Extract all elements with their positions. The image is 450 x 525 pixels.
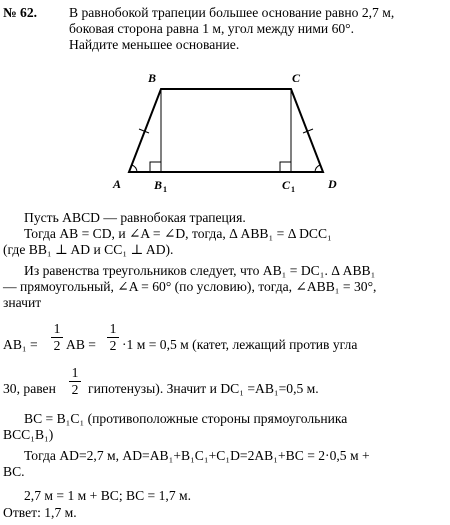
fraction-denominator: 2 (71, 382, 79, 397)
solution-line-3: (где BB₁ ⊥ AD и CC₁ ⊥ AD). (3, 242, 174, 257)
solution-line-10: BCC₁B₁) (3, 427, 54, 442)
fraction-numerator: 1 (71, 365, 79, 380)
right-angle-mark-c1 (280, 162, 291, 172)
problem-line-2: боковая сторона равна 1 м, угол между ними 60°. (69, 21, 355, 36)
angle-arc-d (315, 165, 320, 172)
solution-line-9: BC = B₁C₁ (противоположные стороны прямоугольника (24, 411, 348, 426)
solution-line-12: BC. (3, 464, 25, 479)
solution-line-8b: гипотенузы). Значит и DC₁ =AB₁=0,5 м. (88, 381, 319, 396)
label-a: A (113, 177, 122, 191)
label-b: B (148, 71, 157, 85)
right-angle-mark-b1 (150, 162, 161, 172)
solution-line-8a: 30, равен (3, 381, 56, 396)
label-c: C (292, 71, 301, 85)
solution-line-1: Пусть ABCD — равнобокая трапеция. (24, 210, 246, 225)
solution-line-11: Тогда AD=2,7 м, AD=AB₁+B₁C₁+C₁D=2AB₁+BC = 2·0,5 м + (24, 448, 370, 463)
fraction-denominator: 2 (53, 338, 61, 353)
solution-line-2: Тогда AB = CD, и ∠A = ∠D, тогда, Δ ABB₁ = Δ DCC₁ (24, 226, 332, 241)
fraction-numerator: 1 (109, 321, 117, 336)
fraction-half-2 (107, 321, 119, 354)
angle-arc-a (132, 165, 137, 172)
solution-line-5: — прямоугольный, ∠A = 60° (по условию), тогда, ∠ABB₁ = 30°, (3, 279, 377, 294)
formula-ab: AB = (66, 337, 96, 352)
solution-line-6: значит (3, 295, 42, 310)
label-c1-sub: 1 (291, 185, 295, 194)
fraction-half-1 (51, 321, 63, 354)
fraction-half-3 (69, 365, 81, 398)
fraction-denominator: 2 (109, 338, 117, 353)
label-b1: B (154, 178, 163, 192)
formula-result: ·1 м = 0,5 м (катет, лежащий против угла (122, 337, 358, 352)
label-b1-sub: 1 (163, 185, 167, 194)
formula-ab1: AB₁ = (3, 337, 38, 352)
problem-line-1: В равнобокой трапеции большее основание равно 2,7 м, (69, 5, 395, 20)
trapezoid-figure (0, 0, 450, 200)
problem-number: № 62. (3, 5, 38, 20)
label-c1: C (282, 178, 291, 192)
problem-line-3: Найдите меньшее основание. (69, 37, 240, 52)
solution-line-13: 2,7 м = 1 м + BC; BC = 1,7 м. (24, 488, 192, 503)
solution-line-4: Из равенства треугольников следует, что AB₁ = DC₁. Δ ABB₁ (24, 263, 376, 278)
fraction-numerator: 1 (53, 321, 61, 336)
label-d: D (328, 177, 337, 191)
trapezoid-outline (129, 89, 323, 172)
answer-line: Ответ: 1,7 м. (3, 505, 77, 520)
